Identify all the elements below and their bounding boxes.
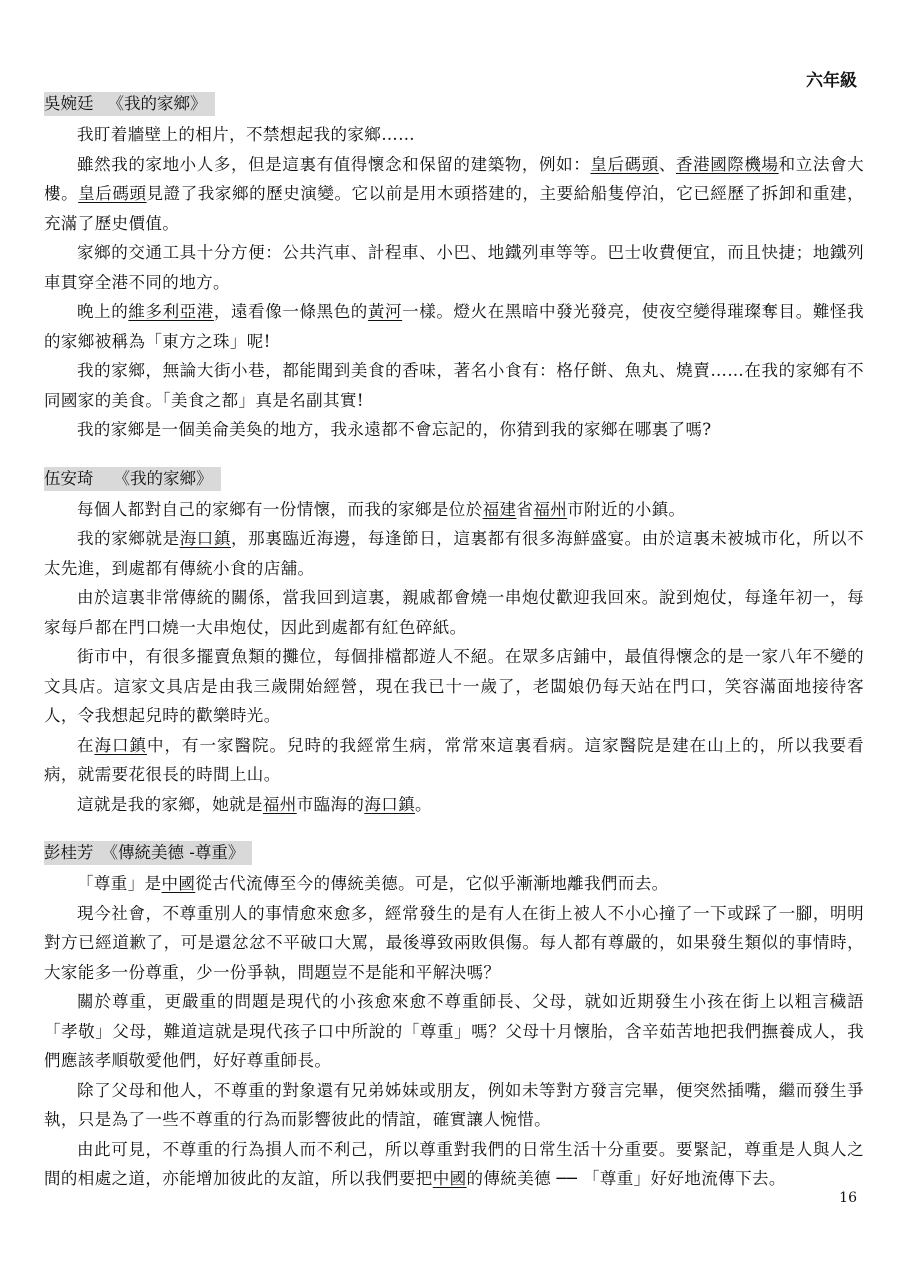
essay-paragraph — [44, 642, 864, 731]
essay-paragraph — [44, 120, 864, 150]
proper-noun: 皇后碼頭 — [78, 184, 147, 203]
essay-author: 伍安琦 — [44, 468, 94, 488]
proper-noun: 維多利亞港 — [128, 302, 214, 321]
grade-label: 六年級 — [806, 71, 857, 91]
proper-noun: 香港國際機場 — [675, 154, 779, 174]
proper-noun: 皇后碼頭 — [590, 154, 659, 174]
text-run: 從古代流傳至今的傳統美德。可是，它似乎漸漸地離我們而去。 — [195, 874, 669, 893]
text-run: 中，有一家醫院。兒時的我經常生病，常常來這裏看病。這家醫院是建在山上的，所以我要看病，就需要花很長的時間上山。 — [44, 735, 865, 784]
essay-paragraph — [44, 297, 864, 356]
essay-author: 彭桂芳 — [44, 843, 94, 862]
text-run: 。 — [415, 794, 432, 814]
text-run: 、 — [658, 154, 676, 174]
essay-paragraph — [44, 899, 864, 988]
essay-paragraph — [44, 150, 864, 239]
essay-paragraph — [44, 731, 864, 790]
essay-paragraph — [44, 1135, 864, 1194]
essay-paragraph — [44, 790, 864, 820]
text-run: 我的家鄉就是 — [77, 529, 180, 548]
text-run: 我盯着牆壁上的相片，不禁想起我的家鄉…… — [77, 125, 415, 144]
page-number: 16 — [839, 1190, 857, 1206]
essay-paragraph — [44, 356, 864, 415]
essay-header — [44, 467, 221, 491]
text-run: 由此可見，不尊重的行為損人而不利己，所以尊重對我們的日常生活十分重要。要緊記，尊重是人與人之間的相處之道，亦能增加彼此的友誼，所以我們要把 — [44, 1139, 864, 1188]
essay-paragraph — [44, 583, 864, 642]
proper-noun: 海口鎮 — [179, 529, 232, 548]
essay-paragraph — [44, 987, 864, 1076]
essay-author: 吳婉廷 — [44, 94, 94, 113]
text-run: 一樣。燈火在黑暗中發光發亮，使夜空變得璀璨奪目。難怪我的家鄉被稱為「東方之珠」呢! — [44, 302, 864, 351]
proper-noun: 福州 — [533, 499, 568, 519]
text-run: 的傳統美德 ── 「尊重」好好地流傳下去。 — [466, 1169, 786, 1188]
proper-noun: 海口鎮 — [94, 735, 148, 755]
essay-section — [44, 841, 864, 1194]
proper-noun: 福建 — [482, 499, 517, 519]
text-run: 雖然我的家地小人多，但是這裏有值得懷念和保留的建築物，例如： — [77, 154, 591, 174]
essay-header — [44, 92, 215, 116]
essay-paragraph — [44, 495, 864, 525]
text-run: 由於這裏非常傳統的關係，當我回到這裏，親戚都會燒一串炮仗歡迎我回來。說到炮仗，每逢年初一，每家每戶都在門口燒一大串炮仗，因此到處都有紅色碎紙。 — [44, 588, 864, 637]
proper-noun: 中國 — [161, 874, 196, 893]
text-run: 見證了我家鄉的歷史演變。它以前是用木頭搭建的，主要給船隻停泊，它已經歷了拆卸和重建，充滿了歷史價值。 — [44, 184, 864, 233]
text-run: 除了父母和他人，不尊重的對象還有兄弟姊妹或朋友，例如未等對方發言完畢，便突然插嘴，繼而發生爭執，只是為了一些不尊重的行為而影響彼此的情誼，確實讓人惋惜。 — [44, 1080, 864, 1129]
essay-collection — [44, 92, 864, 1216]
text-run: 和立法會大樓。 — [44, 154, 865, 203]
proper-noun: 中國 — [432, 1169, 467, 1188]
text-run: 這就是我的家鄉，她就是 — [77, 794, 263, 814]
text-run: 在 — [77, 735, 95, 755]
essay-paragraph — [44, 238, 864, 297]
text-run: 我的家鄉是一個美侖美奐的地方，我永遠都不會忘記的，你猜到我的家鄉在哪裏了嗎? — [77, 420, 712, 439]
proper-noun: 福州 — [262, 794, 297, 814]
text-run: 晚上的 — [77, 302, 129, 321]
text-run: 市附近的小鎮。 — [567, 499, 686, 519]
text-run: 家鄉的交通工具十分方便：公共汽車、計程車、小巴、地鐵列車等等。巴士收費便宜，而且快捷；地鐵列車貫穿全港不同的地方。 — [44, 243, 864, 292]
essay-paragraph — [44, 415, 864, 445]
essay-title: 《我的家鄉》 — [113, 468, 213, 488]
text-run: 「尊重」是 — [77, 874, 162, 893]
text-run: 每個人都對自己的家鄉有一份情懷，而我的家鄉是位於 — [77, 499, 483, 519]
text-run: 街市中，有很多擺賣魚類的攤位，每個排檔都遊人不絕。在眾多店鋪中，最值得懷念的是一家八年不變的文具店。這家文具店是由我三歲開始經營，現在我已十一歲了，老闆娘仍每天站在門口，笑容滿面地接待客人，令我想起兒時的歡樂時光。 — [44, 647, 864, 725]
text-run: 現今社會，不尊重別人的事情愈來愈多，經常發生的是有人在街上被人不小心撞了一下或踩了一腳，明明對方已經道歉了，可是還忿忿不平破口大罵，最後導致兩敗俱傷。每人都有尊嚴的，如果發生類似的事情時，大家能多一份尊重，少一份爭執，問題豈不是能和平解決嗎？ — [44, 903, 864, 982]
text-run: ，遠看像一條黑色的 — [213, 302, 368, 321]
essay-section — [44, 467, 864, 820]
essay-title: 《傳統美德 -尊重》 — [101, 843, 245, 862]
text-run: 省 — [516, 499, 534, 519]
text-run: 我的家鄉，無論大街小巷，都能聞到美食的香味，著名小食有：格仔餅、魚丸、燒賣……在我的家鄉有不同國家的美食。「美食之都」真是名副其實! — [44, 361, 864, 410]
text-run: ，那裏臨近海邊，每逢節日，這裏都有很多海鮮盛宴。由於這裏未被城市化，所以不太先進，到處都有傳統小食的店舖。 — [44, 529, 864, 578]
text-run: 市臨海的 — [296, 794, 365, 814]
text-run: 關於尊重，更嚴重的問題是現代的小孩愈來愈不尊重師長、父母，就如近期發生小孩在街上以粗言穢語「孝敬」父母，難道這就是現代孩子口中所說的「尊重」嗎？父母十月懷胎，含辛茹苦地把我們撫養成人，我們應該孝順敬愛他們，好好尊重師長。 — [44, 992, 864, 1070]
essay-paragraph — [44, 869, 864, 899]
essay-header — [44, 841, 252, 865]
essay-section — [44, 92, 864, 445]
essay-paragraph — [44, 1076, 864, 1135]
essay-paragraph — [44, 524, 864, 583]
proper-noun: 海口鎮 — [364, 794, 416, 814]
proper-noun: 黃河 — [367, 302, 403, 321]
essay-title: 《我的家鄉》 — [107, 94, 207, 113]
